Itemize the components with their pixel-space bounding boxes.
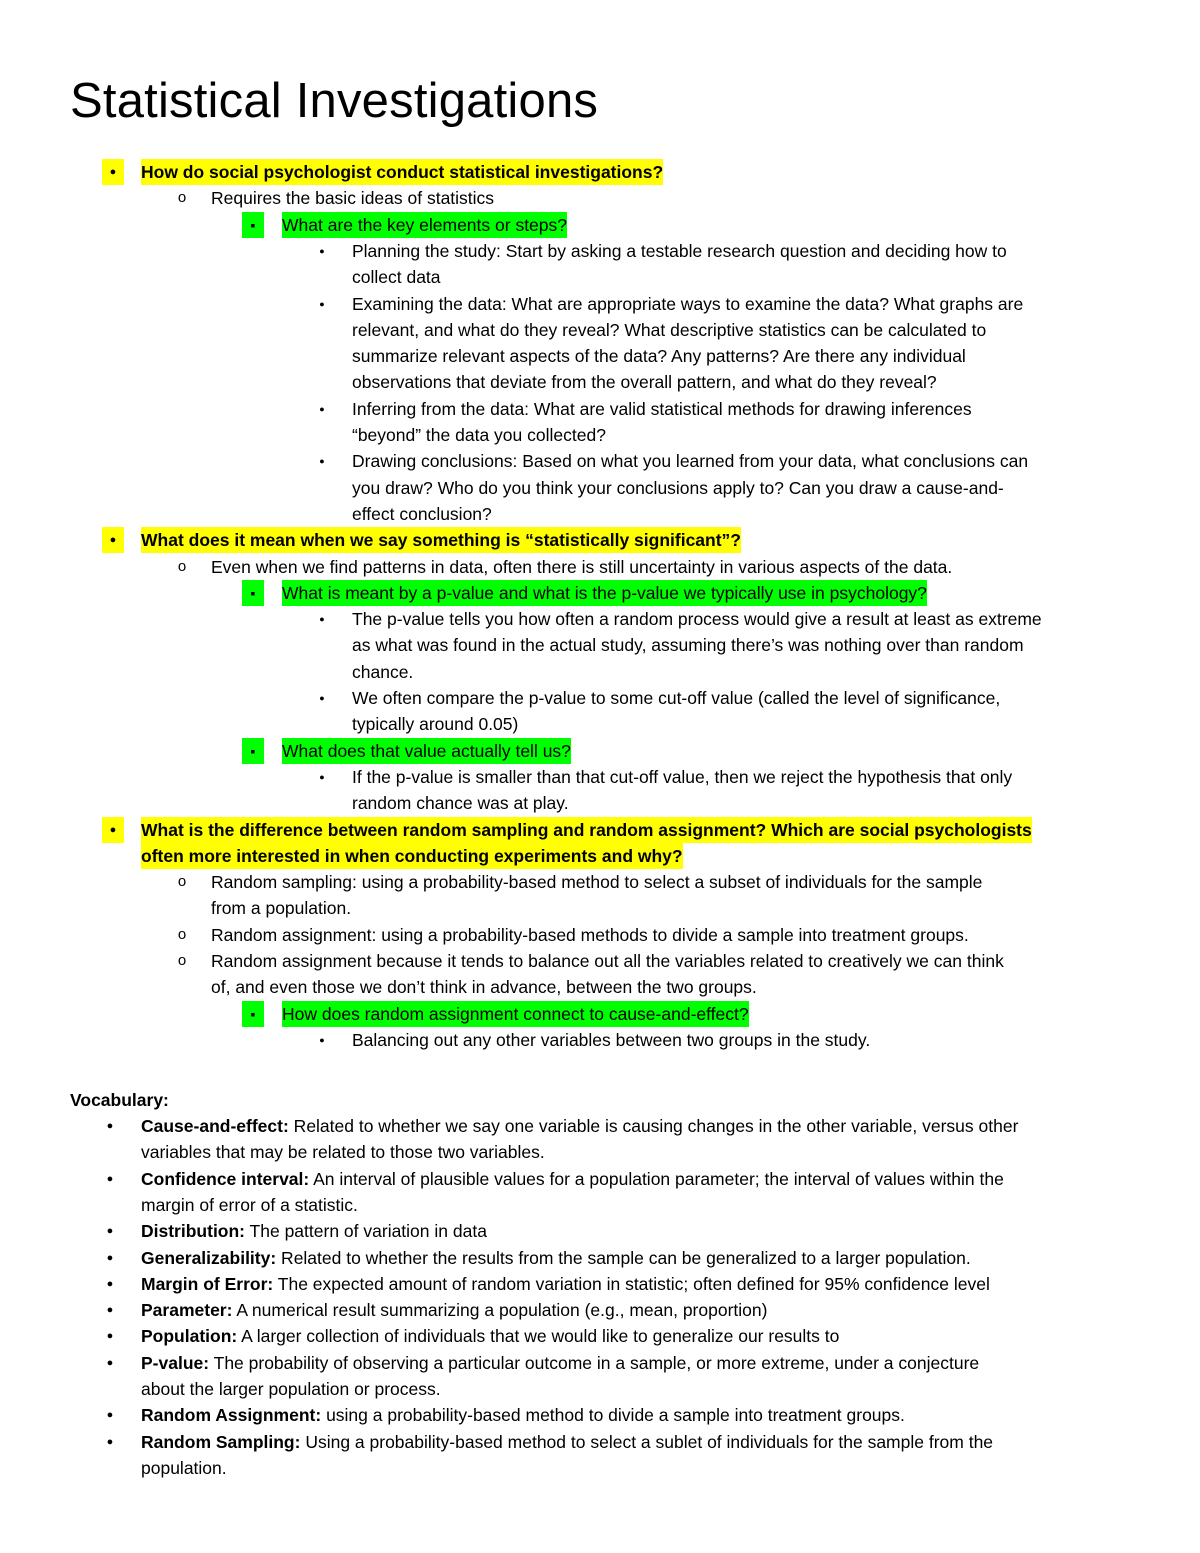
list-item: relevant, and what do they reveal? What descriptive statistics can be calculated to bbox=[352, 319, 987, 340]
note-item: of, and even those we don’t think in advance, between the two groups. bbox=[211, 977, 757, 998]
list-item: Balancing out any other variables between two groups in the study. bbox=[352, 1029, 871, 1050]
bullet-icon: ● bbox=[102, 817, 124, 843]
bullet-icon: ● bbox=[319, 298, 325, 309]
bullet-icon: o bbox=[177, 952, 187, 969]
sub-question: How does random assignment connect to cause-and-effect? bbox=[282, 1001, 749, 1027]
list-item: Examining the data: What are appropriate ways to examine the data? What graphs are bbox=[352, 293, 1024, 314]
vocabulary-term: Confidence interval: bbox=[141, 1168, 310, 1189]
bullet-icon: ● bbox=[319, 771, 325, 782]
vocabulary-definition: The expected amount of random variation in statistic; often defined for 95% confidence level bbox=[273, 1273, 990, 1294]
vocabulary-definition: margin of error of a statistic. bbox=[141, 1194, 358, 1215]
vocabulary-definition: The probability of observing a particular outcome in a sample, or more extreme, under a conjecture bbox=[209, 1352, 980, 1373]
list-item: The p-value tells you how often a random process would give a result at least as extreme bbox=[352, 609, 1042, 630]
vocabulary-definition: Related to whether we say one variable is causing changes in the other variable, versus other bbox=[288, 1116, 1019, 1136]
bullet-icon: ● bbox=[106, 1172, 114, 1185]
note-item: Even when we find patterns in data, often there is still uncertainty in various aspects of the data. bbox=[211, 556, 953, 577]
list-item: observations that deviate from the overall pattern, and what do they reveal? bbox=[352, 372, 937, 393]
list-item: We often compare the p-value to some cut-off value (called the level of significance, bbox=[352, 688, 1001, 708]
vocabulary-definition: Related to whether the results from the sample can be generalized to a larger population. bbox=[276, 1247, 971, 1268]
vocabulary-item bbox=[141, 1297, 767, 1323]
bullet-icon: ● bbox=[319, 456, 325, 467]
vocabulary-definition: A larger collection of individuals that we would like to generalize our results to bbox=[237, 1326, 840, 1347]
vocabulary-definition: Using a probability-based method to select a sublet of individuals for the sample from the bbox=[300, 1431, 994, 1452]
list-item: If the p-value is smaller than that cut-off value, then we reject the hypothesis that only bbox=[352, 766, 1013, 787]
sub-question: What does that value actually tell us? bbox=[282, 738, 571, 764]
vocabulary-item bbox=[141, 1192, 358, 1218]
bullet-icon: o bbox=[177, 873, 187, 891]
vocabulary-item bbox=[141, 1429, 993, 1455]
bullet-icon: ● bbox=[102, 159, 124, 185]
bullet-icon: ● bbox=[319, 614, 325, 625]
list-item: Drawing conclusions: Based on what you learned from your data, what conclusions can bbox=[352, 451, 1029, 472]
question-heading: often more interested in when conducting experiments and why? bbox=[141, 843, 683, 869]
vocabulary-term: Generalizability: bbox=[141, 1247, 277, 1268]
vocabulary-item bbox=[141, 1402, 905, 1428]
vocabulary-definition: population. bbox=[141, 1457, 227, 1478]
list-item: Planning the study: Start by asking a testable research question and deciding how to bbox=[352, 240, 1007, 261]
vocabulary-item bbox=[141, 1323, 839, 1349]
vocabulary-item bbox=[141, 1218, 487, 1244]
bullet-icon: ● bbox=[106, 1435, 114, 1448]
question-heading: What does it mean when we say something is “statistically significant”? bbox=[141, 527, 741, 553]
vocabulary-item bbox=[141, 1376, 441, 1402]
vocabulary-item bbox=[141, 1271, 990, 1297]
list-item: collect data bbox=[352, 267, 441, 288]
note-item: from a population. bbox=[211, 898, 352, 919]
vocabulary-item bbox=[141, 1166, 1004, 1192]
bullet-icon: ● bbox=[319, 245, 325, 256]
note-item: Requires the basic ideas of statistics bbox=[211, 188, 495, 209]
bullet-icon: o bbox=[177, 189, 187, 207]
bullet-icon: ▪ bbox=[242, 212, 264, 238]
bullet-icon: ● bbox=[106, 1225, 114, 1238]
list-item: summarize relevant aspects of the data? Any patterns? Are there any individual bbox=[352, 346, 966, 367]
vocabulary-item bbox=[141, 1245, 971, 1271]
vocabulary-term: Distribution: bbox=[141, 1221, 246, 1242]
vocabulary-term: Population: bbox=[141, 1326, 238, 1347]
list-item: as what was found in the actual study, assuming there’s was nothing over than random bbox=[352, 635, 1024, 656]
list-item: “beyond” the data you collected? bbox=[352, 425, 606, 445]
bullet-icon: o bbox=[177, 925, 187, 943]
vocabulary-item bbox=[141, 1113, 1018, 1139]
bullet-icon: ● bbox=[106, 1330, 114, 1343]
vocabulary-item bbox=[141, 1455, 227, 1481]
note-item: Random assignment because it tends to balance out all the variables related to creatively we can think bbox=[211, 951, 1004, 971]
bullet-icon: o bbox=[177, 557, 187, 575]
question-heading: How do social psychologist conduct statistical investigations? bbox=[141, 159, 663, 185]
vocabulary-term: Random Sampling: bbox=[141, 1431, 301, 1452]
list-item: Inferring from the data: What are valid statistical methods for drawing inferences bbox=[352, 398, 972, 419]
bullet-icon: ● bbox=[106, 1409, 114, 1422]
vocabulary-definition: about the larger population or process. bbox=[141, 1379, 441, 1399]
note-item: Random assignment: using a probability-based methods to divide a sample into treatment groups. bbox=[211, 924, 969, 945]
bullet-icon: ● bbox=[106, 1277, 114, 1290]
bullet-icon: ● bbox=[319, 1034, 325, 1045]
bullet-icon: ▪ bbox=[242, 1001, 264, 1027]
note-item: Random sampling: using a probability-based method to select a subset of individuals for the sample bbox=[211, 872, 983, 893]
vocabulary-item bbox=[141, 1139, 545, 1165]
list-item: typically around 0.05) bbox=[352, 714, 519, 735]
bullet-icon: ● bbox=[106, 1304, 114, 1317]
question-heading: What is the difference between random sampling and random assignment? Which are social psychologists bbox=[141, 817, 1032, 843]
vocabulary-definition: The pattern of variation in data bbox=[245, 1221, 487, 1242]
bullet-icon: ● bbox=[106, 1356, 114, 1369]
list-item: random chance was at play. bbox=[352, 793, 569, 814]
vocabulary-definition: An interval of plausible values for a population parameter; the interval of values within the bbox=[309, 1168, 1004, 1189]
vocabulary-definition: using a probability-based method to divide a sample into treatment groups. bbox=[321, 1405, 905, 1426]
vocabulary-heading: Vocabulary: bbox=[70, 1090, 169, 1110]
vocabulary-item bbox=[141, 1350, 979, 1376]
bullet-icon: ● bbox=[106, 1120, 114, 1132]
vocabulary-term: Random Assignment: bbox=[141, 1405, 322, 1426]
vocabulary-definition: A numerical result summarizing a population (e.g., mean, proportion) bbox=[232, 1300, 768, 1321]
bullet-icon: ● bbox=[106, 1251, 114, 1264]
vocabulary-term: Margin of Error: bbox=[141, 1273, 274, 1294]
vocabulary-term: Cause-and-effect: bbox=[141, 1116, 289, 1136]
vocabulary-definition: variables that may be related to those two variables. bbox=[141, 1142, 545, 1163]
sub-question: What are the key elements or steps? bbox=[282, 212, 567, 238]
page-title: Statistical Investigations bbox=[70, 74, 599, 128]
bullet-icon: ▪ bbox=[242, 738, 264, 764]
vocabulary-term: Parameter: bbox=[141, 1300, 233, 1321]
list-item: chance. bbox=[352, 661, 414, 682]
vocabulary-term: P-value: bbox=[141, 1352, 210, 1373]
list-item: effect conclusion? bbox=[352, 503, 492, 524]
sub-question: What is meant by a p-value and what is the p-value we typically use in psychology? bbox=[282, 580, 927, 606]
bullet-icon: ● bbox=[319, 693, 325, 703]
bullet-icon: ▪ bbox=[242, 580, 264, 606]
bullet-icon: ● bbox=[102, 527, 124, 553]
bullet-icon: ● bbox=[319, 403, 325, 414]
list-item: you draw? Who do you think your conclusions apply to? Can you draw a cause-and- bbox=[352, 477, 1004, 498]
